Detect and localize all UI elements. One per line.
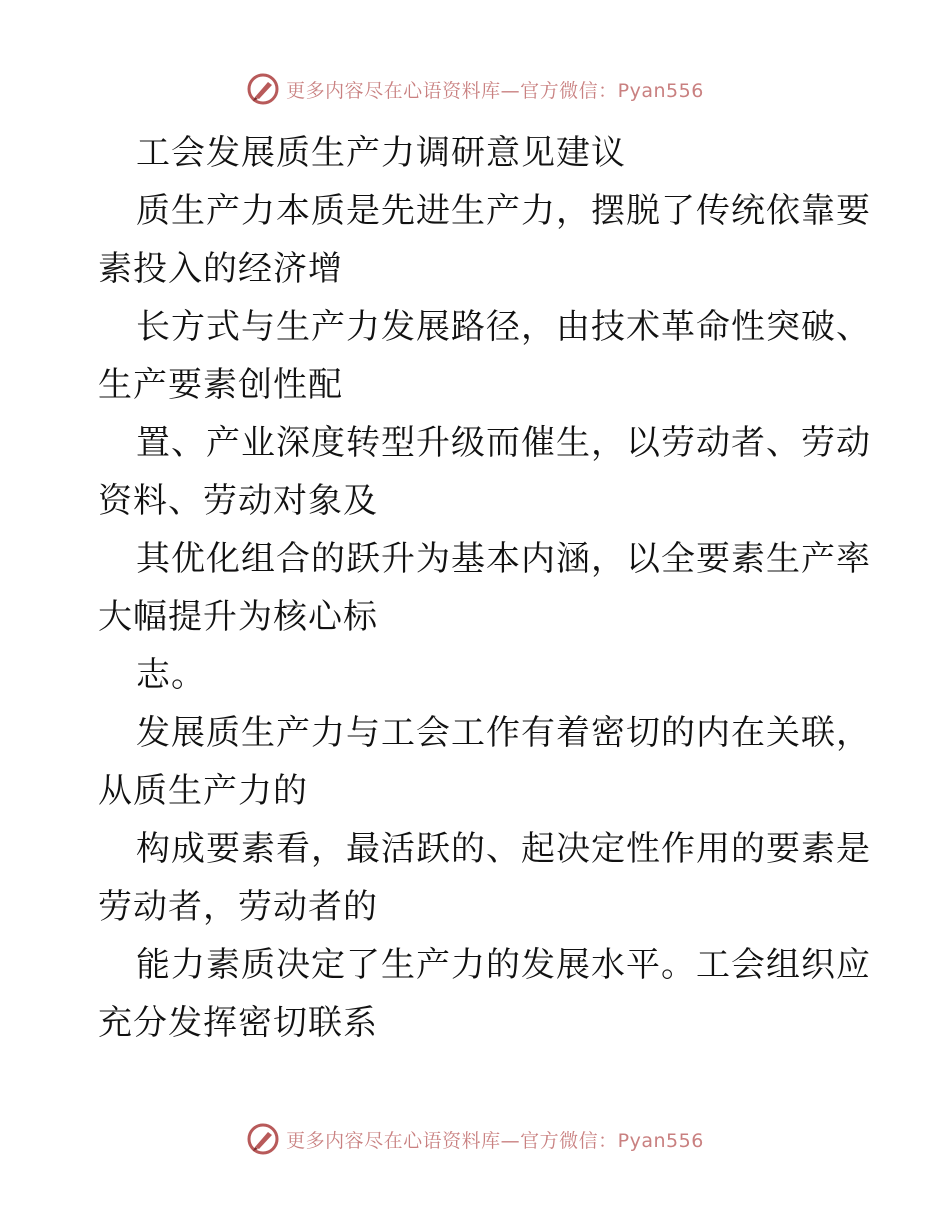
paragraph-line: 生产要素创性配	[98, 365, 343, 405]
paragraph-line: 能力素质决定了生产力的发展水平。工会组织应	[136, 945, 871, 985]
paragraph-line: 资料、劳动对象及	[98, 481, 378, 521]
paragraph-line: 劳动者，劳动者的	[98, 887, 378, 927]
paragraph-line: 置、产业深度转型升级而催生，以劳动者、劳动	[136, 423, 871, 463]
document-body	[98, 124, 871, 1052]
paragraph-line: 从质生产力的	[98, 771, 308, 811]
paragraph-line: 长方式与生产力发展路径，由技术革命性突破、	[136, 307, 871, 347]
header-banner	[0, 72, 950, 106]
paragraph-line: 发展质生产力与工会工作有着密切的内在关联，	[136, 713, 871, 753]
pen-logo-icon	[246, 72, 280, 106]
paragraph-line: 大幅提升为核心标	[98, 597, 378, 637]
paragraph-line: 充分发挥密切联系	[98, 1003, 378, 1043]
document-title: 工会发展质生产力调研意见建议	[136, 133, 626, 173]
paragraph-line: 构成要素看，最活跃的、起决定性作用的要素是	[136, 829, 871, 869]
banner-text: 更多内容尽在心语资料库—官方微信：Pyan556	[286, 1129, 704, 1152]
paragraph-line: 志。	[136, 655, 206, 695]
pen-logo-icon	[246, 1122, 280, 1156]
banner-text: 更多内容尽在心语资料库—官方微信：Pyan556	[286, 79, 704, 102]
paragraph-line: 其优化组合的跃升为基本内涵，以全要素生产率	[136, 539, 871, 579]
paragraph-line: 质生产力本质是先进生产力，摆脱了传统依靠要	[136, 191, 871, 231]
footer-banner	[0, 1122, 950, 1156]
paragraph-line: 素投入的经济增	[98, 249, 343, 289]
